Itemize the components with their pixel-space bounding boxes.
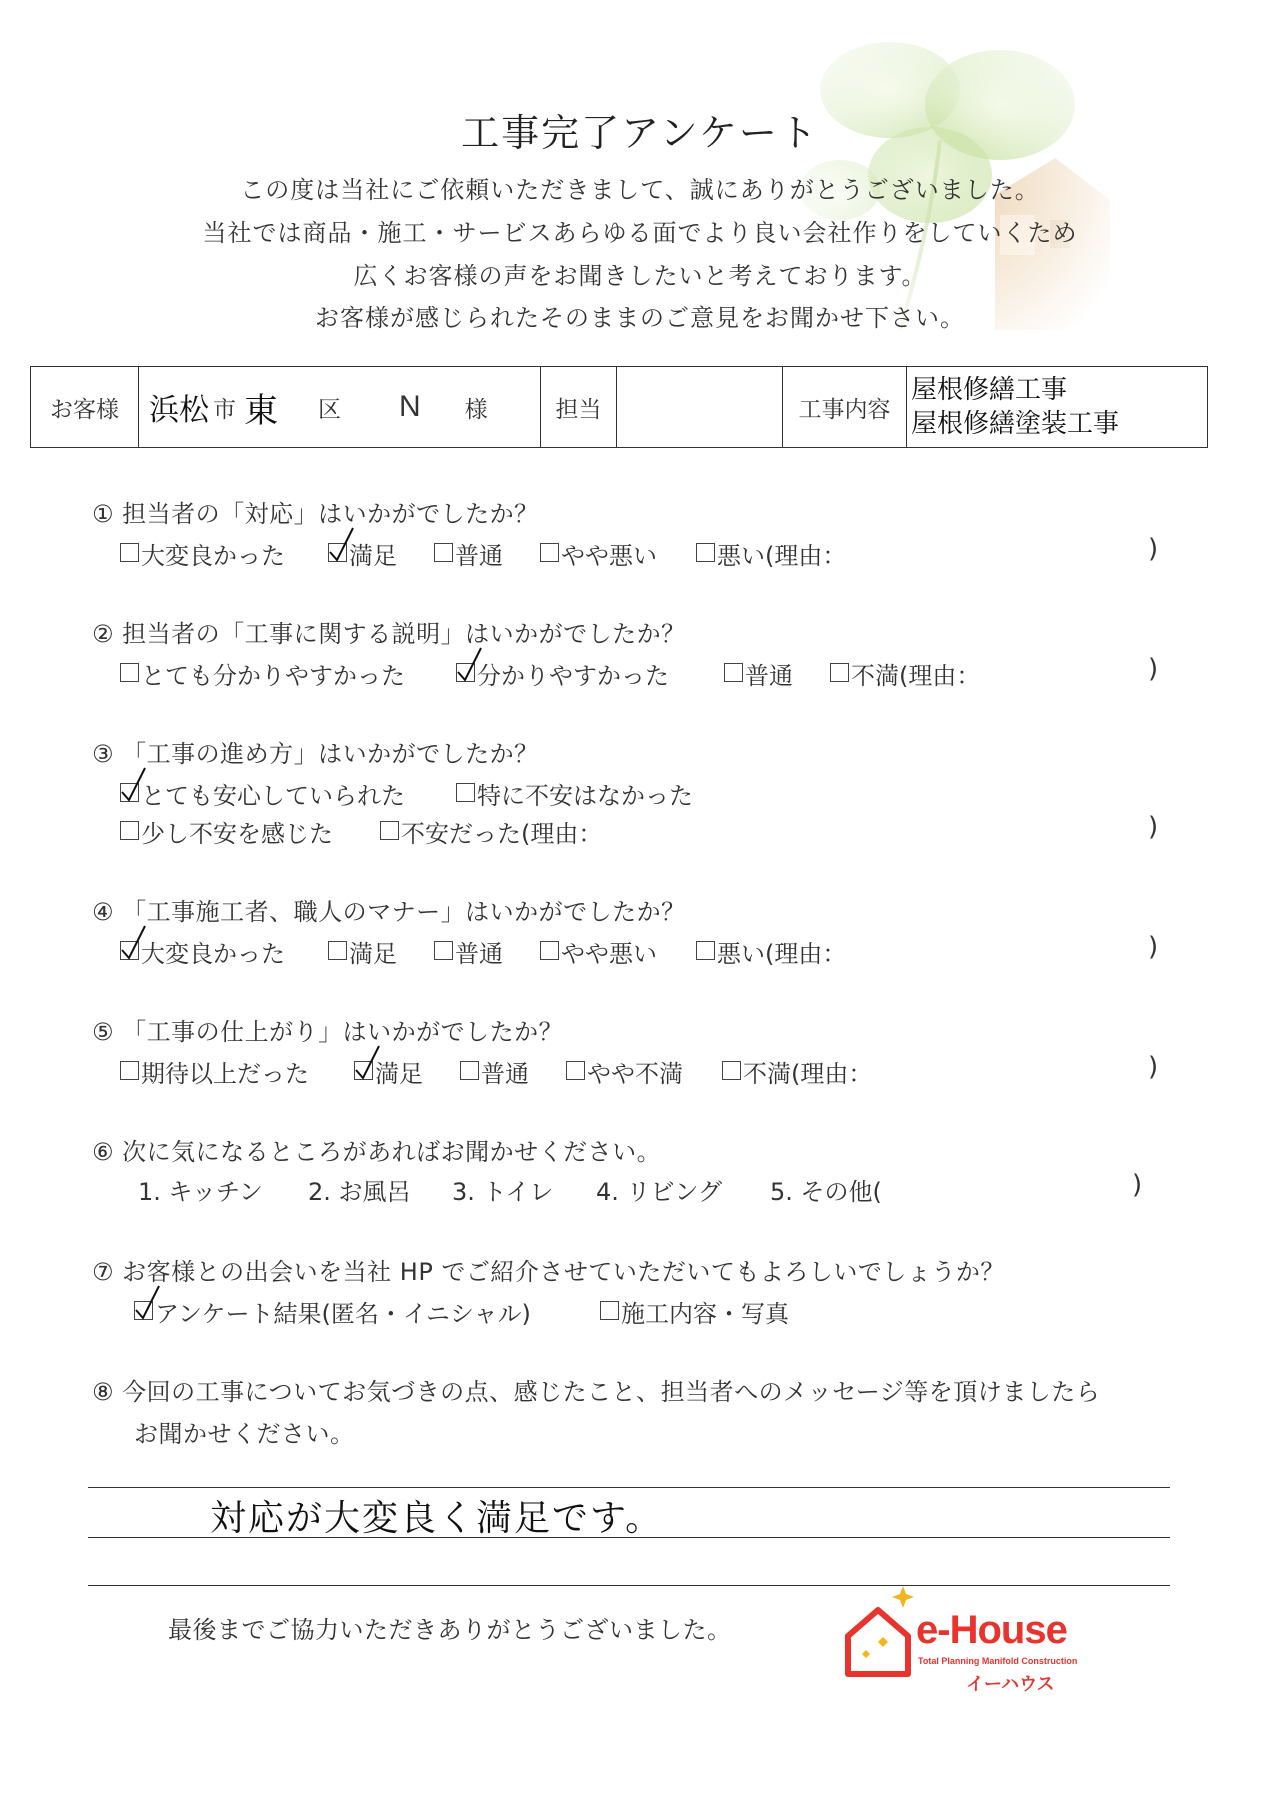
checkbox[interactable] <box>120 1061 139 1080</box>
q1-option-bad-reason[interactable]: 悪い(理由： <box>696 536 846 571</box>
q1-reason-close: ) <box>1148 534 1159 564</box>
intro-line: 当社では商品・施工・サービスあらゆる面でより良い会社作りをしていくため <box>202 219 1078 247</box>
checkbox[interactable] <box>460 1061 479 1080</box>
customer-info-table <box>30 366 1208 448</box>
checkbox[interactable] <box>722 1061 741 1080</box>
question-1-options <box>120 536 1120 570</box>
checkbox-checked[interactable] <box>328 543 347 562</box>
question-6-title: ⑥ 次に気になるところがあればお聞かせください。 <box>92 1138 662 1166</box>
logo-brand: e-House <box>916 1608 1067 1652</box>
checkbox-checked[interactable] <box>120 783 139 802</box>
checkbox[interactable] <box>120 543 139 562</box>
checkbox[interactable] <box>120 821 139 840</box>
checkbox[interactable] <box>566 1061 585 1080</box>
q6-option-other[interactable]: 5. その他( <box>770 1178 882 1206</box>
ward-suffix: 区 <box>318 396 341 423</box>
q1-option-somewhat-bad[interactable]: やや悪い <box>540 536 657 571</box>
checkbox[interactable] <box>696 941 715 960</box>
q2-option-dissatisfied-reason[interactable]: 不満(理由： <box>830 656 980 691</box>
check-mark-icon <box>455 646 485 686</box>
checkbox[interactable] <box>830 663 849 682</box>
q5-reason-close: ) <box>1148 1052 1159 1082</box>
q7-option-work-photos[interactable]: 施工内容・写真 <box>600 1294 789 1329</box>
logo-tagline: Total Planning Manifold Construction <box>918 1656 1078 1666</box>
honorific: 様 <box>464 396 488 423</box>
question-5-title: ⑤ 「工事の仕上がり」はいかがでしたか？ <box>92 1018 564 1046</box>
customer-address-cell <box>139 367 541 447</box>
intro-line: 広くお客様の声をお聞きしたいと考えております。 <box>353 262 927 290</box>
comment-text[interactable]: 対応が大変良く満足です。 <box>210 1498 664 1539</box>
question-3-title: ③ 「工事の進め方」はいかがでしたか？ <box>92 740 539 768</box>
check-mark-icon <box>327 526 357 566</box>
q4-option-very-good[interactable]: 大変良かった <box>120 934 285 969</box>
work-label: 工事内容 <box>783 367 907 447</box>
work-item: 屋根修繕工事 <box>911 375 1068 405</box>
work-item: 屋根修繕塗装工事 <box>911 409 1120 439</box>
q2-option-clear[interactable]: 分かりやすかった <box>456 656 669 691</box>
customer-name: N <box>399 390 421 423</box>
checkbox[interactable] <box>600 1301 619 1320</box>
q5-option-exceeded[interactable]: 期待以上だった <box>120 1054 309 1089</box>
check-mark-icon <box>119 766 149 806</box>
question-1-title: ① 担当者の「対応」はいかがでしたか？ <box>92 500 539 528</box>
staff-value <box>617 367 783 447</box>
q2-option-normal[interactable]: 普通 <box>724 656 793 691</box>
q1-option-very-good[interactable]: 大変良かった <box>120 536 285 571</box>
q5-option-normal[interactable]: 普通 <box>460 1054 529 1089</box>
q6-option-bath[interactable]: 2. お風呂 <box>308 1178 411 1206</box>
checkbox-checked[interactable] <box>354 1061 373 1080</box>
question-6-options <box>138 1172 1138 1206</box>
q7-option-survey-results[interactable]: アンケート結果(匿名・イニシャル) <box>134 1294 531 1329</box>
checkbox[interactable] <box>328 941 347 960</box>
checkbox[interactable] <box>456 783 475 802</box>
q6-option-kitchen[interactable]: 1. キッチン <box>138 1178 263 1206</box>
q4-option-somewhat-bad[interactable]: やや悪い <box>540 934 657 969</box>
checkbox[interactable] <box>540 543 559 562</box>
check-mark-icon <box>119 924 149 964</box>
checkbox[interactable] <box>434 543 453 562</box>
checkbox[interactable] <box>380 821 399 840</box>
ward-value: 東 <box>244 390 278 431</box>
comment-line <box>88 1487 1170 1488</box>
house-logo-icon <box>838 1584 918 1684</box>
question-3-options-row-1 <box>120 776 1120 810</box>
q3-option-worried-reason[interactable]: 不安だった(理由： <box>380 814 602 849</box>
q4-option-bad-reason[interactable]: 悪い(理由： <box>696 934 846 969</box>
intro-line: お客様が感じられたそのままのご意見をお聞かせ下さい。 <box>315 304 965 332</box>
question-5-options <box>120 1054 1120 1088</box>
checkbox-checked[interactable] <box>120 941 139 960</box>
checkbox-checked[interactable] <box>134 1301 153 1320</box>
question-4-title: ④ 「工事施工者、職人のマナー」はいかがでしたか？ <box>92 898 686 926</box>
q2-reason-close: ) <box>1148 654 1159 684</box>
intro-line: この度は当社にご依頼いただきまして、誠にありがとうございました。 <box>240 176 1040 204</box>
thanks-text: 最後までご協力いただきありがとうございました。 <box>168 1616 732 1644</box>
q3-option-very-reassured[interactable]: とても安心していられた <box>120 776 405 811</box>
q1-option-satisfied[interactable]: 満足 <box>328 536 397 571</box>
check-mark-icon <box>353 1044 383 1084</box>
q3-option-somewhat-worried[interactable]: 少し不安を感じた <box>120 814 333 849</box>
question-2-options <box>120 656 1120 690</box>
question-8-title-cont: お聞かせください。 <box>134 1420 355 1448</box>
checkbox[interactable] <box>696 543 715 562</box>
work-items-cell <box>907 367 1207 447</box>
staff-label: 担当 <box>541 367 617 447</box>
question-7-options <box>134 1294 1134 1328</box>
q6-option-living[interactable]: 4. リビング <box>596 1178 723 1206</box>
question-7-title: ⑦ お客様との出会いを当社 HP でご紹介させていただいてもよろしいでしょうか？ <box>92 1258 1005 1286</box>
checkbox-checked[interactable] <box>456 663 475 682</box>
q5-option-somewhat-dissatisfied[interactable]: やや不満 <box>566 1054 683 1089</box>
q3-reason-close: ) <box>1148 812 1159 842</box>
q4-option-normal[interactable]: 普通 <box>434 934 503 969</box>
checkbox[interactable] <box>540 941 559 960</box>
question-8-title: ⑧ 今回の工事についてお気づきの点、感じたこと、担当者へのメッセージ等を頂けましたら <box>92 1378 1101 1406</box>
logo-kana: イーハウス <box>966 1674 1055 1695</box>
question-2-title: ② 担当者の「工事に関する説明」はいかがでしたか？ <box>92 620 686 648</box>
q5-option-satisfied[interactable]: 満足 <box>354 1054 423 1089</box>
q3-option-no-worries[interactable]: 特に不安はなかった <box>456 776 693 811</box>
checkbox[interactable] <box>120 663 139 682</box>
q1-option-normal[interactable]: 普通 <box>434 536 503 571</box>
question-3-options-row-2 <box>120 814 1120 848</box>
ehouse-logo <box>838 1584 1088 1694</box>
q4-option-satisfied[interactable]: 満足 <box>328 934 397 969</box>
q2-option-very-clear[interactable]: とても分かりやすかった <box>120 656 405 691</box>
checkbox[interactable] <box>724 663 743 682</box>
city-suffix: 市 <box>213 396 236 423</box>
q6-option-toilet[interactable]: 3. トイレ <box>452 1178 554 1206</box>
q6-other-close: ) <box>1132 1170 1143 1200</box>
checkbox[interactable] <box>434 941 453 960</box>
q5-option-dissatisfied-reason[interactable]: 不満(理由： <box>722 1054 872 1089</box>
check-mark-icon <box>133 1284 163 1324</box>
page-title: 工事完了アンケート <box>461 111 819 155</box>
city-value: 浜松 <box>149 393 209 428</box>
customer-label: お客様 <box>31 367 139 447</box>
question-4-options <box>120 934 1120 968</box>
q4-reason-close: ) <box>1148 932 1159 962</box>
comment-line <box>88 1537 1170 1538</box>
